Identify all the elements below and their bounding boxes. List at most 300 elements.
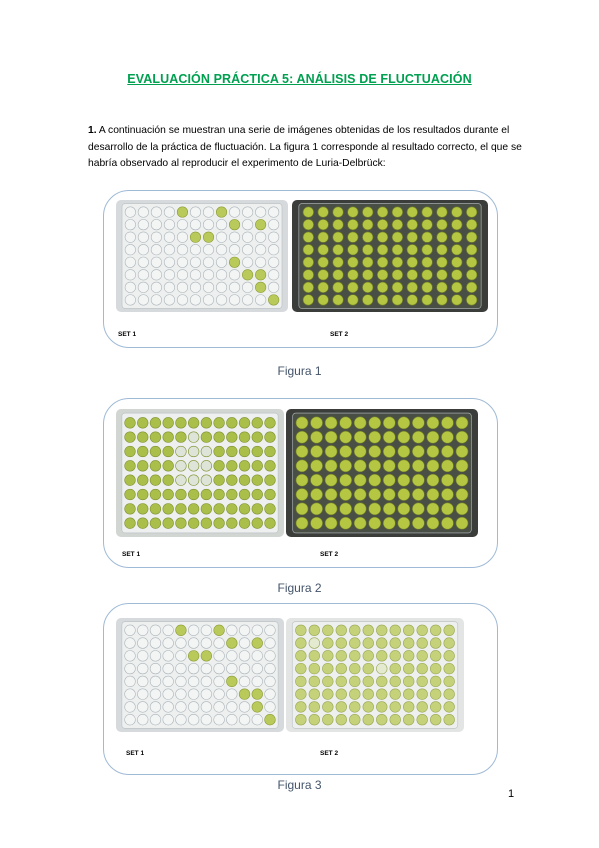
plate-tray	[292, 622, 458, 729]
well	[348, 295, 359, 306]
well	[392, 244, 403, 255]
well	[176, 689, 187, 700]
well	[437, 207, 448, 218]
well	[407, 270, 418, 281]
well	[226, 676, 237, 687]
well	[150, 689, 161, 700]
well	[163, 518, 174, 529]
well	[265, 432, 276, 443]
well	[383, 503, 395, 515]
well	[444, 625, 455, 636]
well	[252, 417, 263, 428]
well	[125, 446, 136, 457]
well	[444, 676, 455, 687]
well	[383, 488, 395, 500]
well	[441, 503, 453, 515]
page-title: EVALUACIÓN PRÁCTICA 5: ANÁLISIS DE FLUCTUACIÓN	[127, 72, 472, 86]
well	[322, 676, 333, 687]
figure-1-set2-plate	[292, 200, 488, 312]
well	[226, 689, 237, 700]
well	[176, 676, 187, 687]
well	[151, 232, 162, 243]
well	[325, 460, 337, 472]
well	[466, 295, 477, 306]
well	[369, 503, 381, 515]
well	[229, 232, 240, 243]
plate-tray	[293, 413, 472, 533]
well	[137, 638, 148, 649]
well	[214, 518, 225, 529]
well	[138, 282, 149, 293]
well	[417, 689, 428, 700]
well	[377, 207, 388, 218]
well	[437, 282, 448, 293]
well	[295, 714, 306, 725]
well	[214, 625, 225, 636]
well	[303, 219, 314, 230]
well	[239, 676, 250, 687]
well	[466, 219, 477, 230]
well	[296, 431, 308, 443]
well	[201, 432, 212, 443]
well	[214, 638, 225, 649]
well	[138, 219, 149, 230]
well	[137, 689, 148, 700]
plate-tray	[299, 204, 481, 309]
well	[362, 295, 373, 306]
well	[376, 650, 387, 661]
well	[377, 282, 388, 293]
well	[369, 460, 381, 472]
well	[226, 503, 237, 514]
well	[417, 676, 428, 687]
well	[398, 488, 410, 500]
well	[362, 232, 373, 243]
well	[456, 488, 468, 500]
well	[125, 244, 136, 255]
well	[138, 207, 149, 218]
figure-1-set2-label: SET 2	[330, 331, 349, 338]
well	[137, 676, 148, 687]
well	[296, 503, 308, 515]
well	[349, 676, 360, 687]
well	[164, 219, 175, 230]
well	[177, 219, 188, 230]
figure-3-set1-label: SET 1	[126, 750, 145, 757]
well	[265, 651, 276, 662]
well	[265, 625, 276, 636]
well	[177, 244, 188, 255]
well	[201, 518, 212, 529]
well	[137, 702, 148, 713]
well	[398, 431, 410, 443]
well	[137, 417, 148, 428]
well	[392, 232, 403, 243]
well	[295, 676, 306, 687]
well	[226, 714, 237, 725]
well-plate	[116, 200, 288, 312]
well	[265, 638, 276, 649]
well	[392, 257, 403, 268]
figure-2-set2-label: SET 2	[320, 551, 339, 558]
well	[376, 689, 387, 700]
well	[412, 517, 424, 529]
well	[229, 244, 240, 255]
well	[422, 282, 433, 293]
well	[390, 714, 401, 725]
well	[383, 460, 395, 472]
figure-1-caption: Figura 1	[277, 364, 322, 378]
well	[268, 219, 279, 230]
well	[163, 446, 174, 457]
well	[125, 676, 136, 687]
well	[392, 295, 403, 306]
well	[190, 232, 201, 243]
well	[303, 295, 314, 306]
well	[150, 651, 161, 662]
well	[333, 219, 344, 230]
well	[369, 445, 381, 457]
well	[369, 431, 381, 443]
well	[252, 446, 263, 457]
well	[390, 663, 401, 674]
well	[348, 244, 359, 255]
well	[163, 714, 174, 725]
well	[441, 488, 453, 500]
well	[150, 446, 161, 457]
well	[137, 714, 148, 725]
well	[398, 503, 410, 515]
well	[203, 232, 214, 243]
well	[150, 417, 161, 428]
well	[226, 460, 237, 471]
well	[226, 432, 237, 443]
well	[176, 460, 187, 471]
well	[363, 714, 374, 725]
well	[466, 244, 477, 255]
well	[403, 663, 414, 674]
well	[390, 702, 401, 713]
well	[430, 650, 441, 661]
well	[137, 489, 148, 500]
well	[348, 219, 359, 230]
well	[311, 474, 323, 486]
well	[177, 295, 188, 306]
well	[422, 270, 433, 281]
figure-2-set1-label: SET 1	[122, 551, 141, 558]
well	[369, 488, 381, 500]
well	[437, 257, 448, 268]
well	[412, 503, 424, 515]
well	[333, 244, 344, 255]
well	[430, 638, 441, 649]
well	[403, 676, 414, 687]
well	[336, 625, 347, 636]
well	[214, 475, 225, 486]
well	[417, 663, 428, 674]
well	[369, 417, 381, 429]
well	[125, 475, 136, 486]
well	[201, 417, 212, 428]
well	[216, 244, 227, 255]
well	[403, 625, 414, 636]
well	[322, 663, 333, 674]
plate-tray	[122, 622, 278, 729]
well	[201, 663, 212, 674]
well	[452, 295, 463, 306]
well	[430, 676, 441, 687]
well	[190, 244, 201, 255]
well	[268, 232, 279, 243]
well	[252, 518, 263, 529]
well	[362, 270, 373, 281]
well	[377, 219, 388, 230]
well	[188, 518, 199, 529]
well	[188, 489, 199, 500]
well	[265, 702, 276, 713]
well	[239, 702, 250, 713]
well	[226, 446, 237, 457]
well	[309, 714, 320, 725]
well	[239, 417, 250, 428]
well	[226, 663, 237, 674]
well	[229, 295, 240, 306]
well	[412, 431, 424, 443]
well	[363, 650, 374, 661]
well	[325, 417, 337, 429]
well	[242, 219, 253, 230]
figure-3-caption: Figura 3	[277, 778, 322, 792]
well	[403, 714, 414, 725]
well	[214, 460, 225, 471]
well	[242, 282, 253, 293]
well	[201, 475, 212, 486]
well	[176, 663, 187, 674]
well	[311, 517, 323, 529]
well	[176, 417, 187, 428]
well	[226, 651, 237, 662]
well	[164, 257, 175, 268]
well	[333, 270, 344, 281]
well	[239, 689, 250, 700]
plate-tray	[122, 413, 278, 533]
well	[268, 295, 279, 306]
well	[377, 257, 388, 268]
well	[188, 417, 199, 428]
well	[377, 270, 388, 281]
well	[333, 295, 344, 306]
well	[333, 257, 344, 268]
well	[456, 503, 468, 515]
well	[201, 625, 212, 636]
well	[164, 207, 175, 218]
well	[456, 445, 468, 457]
well	[303, 257, 314, 268]
well	[403, 650, 414, 661]
well	[216, 219, 227, 230]
well	[437, 219, 448, 230]
well	[349, 663, 360, 674]
well-plate	[116, 409, 284, 537]
well	[325, 503, 337, 515]
well	[203, 270, 214, 281]
well	[252, 460, 263, 471]
well	[137, 432, 148, 443]
well	[407, 282, 418, 293]
well	[303, 244, 314, 255]
well	[201, 489, 212, 500]
well	[325, 517, 337, 529]
well	[242, 295, 253, 306]
well	[188, 663, 199, 674]
well	[383, 474, 395, 486]
well	[252, 489, 263, 500]
well	[362, 207, 373, 218]
well	[441, 417, 453, 429]
well	[354, 460, 366, 472]
well	[125, 257, 136, 268]
well	[427, 417, 439, 429]
well	[176, 489, 187, 500]
well	[214, 446, 225, 457]
well	[138, 270, 149, 281]
well	[125, 489, 136, 500]
well	[303, 270, 314, 281]
well	[417, 625, 428, 636]
well	[452, 244, 463, 255]
well	[322, 625, 333, 636]
well	[340, 417, 352, 429]
well	[322, 638, 333, 649]
well	[188, 651, 199, 662]
well	[125, 432, 136, 443]
well	[417, 638, 428, 649]
well	[138, 257, 149, 268]
well	[318, 207, 329, 218]
well	[349, 638, 360, 649]
well	[354, 431, 366, 443]
well-plate	[116, 618, 284, 732]
well	[252, 625, 263, 636]
well	[239, 475, 250, 486]
well	[203, 257, 214, 268]
well	[296, 517, 308, 529]
well	[403, 702, 414, 713]
well	[363, 676, 374, 687]
well	[229, 282, 240, 293]
well	[201, 446, 212, 457]
well	[417, 714, 428, 725]
well	[362, 257, 373, 268]
well	[369, 517, 381, 529]
well	[452, 270, 463, 281]
well	[376, 702, 387, 713]
well	[163, 638, 174, 649]
well	[444, 663, 455, 674]
well	[430, 689, 441, 700]
well	[427, 517, 439, 529]
well	[325, 474, 337, 486]
well	[201, 460, 212, 471]
well	[177, 257, 188, 268]
well	[188, 638, 199, 649]
well	[201, 638, 212, 649]
well	[295, 702, 306, 713]
well	[303, 207, 314, 218]
well	[188, 702, 199, 713]
well	[376, 676, 387, 687]
well	[242, 244, 253, 255]
well	[163, 663, 174, 674]
well	[255, 232, 266, 243]
well	[176, 651, 187, 662]
well	[265, 460, 276, 471]
well	[176, 518, 187, 529]
well	[201, 689, 212, 700]
well	[265, 663, 276, 674]
well	[163, 702, 174, 713]
well	[444, 689, 455, 700]
well	[333, 232, 344, 243]
well	[296, 460, 308, 472]
well	[150, 489, 161, 500]
well	[151, 270, 162, 281]
well	[137, 460, 148, 471]
well	[452, 232, 463, 243]
well	[255, 207, 266, 218]
well	[190, 295, 201, 306]
well	[325, 431, 337, 443]
well	[177, 232, 188, 243]
well	[125, 689, 136, 700]
well	[311, 503, 323, 515]
well	[190, 219, 201, 230]
well	[398, 474, 410, 486]
well	[125, 460, 136, 471]
well	[336, 714, 347, 725]
well	[430, 702, 441, 713]
well	[349, 689, 360, 700]
well	[303, 282, 314, 293]
well	[125, 663, 136, 674]
well	[188, 503, 199, 514]
well	[125, 270, 136, 281]
well	[407, 257, 418, 268]
well	[190, 257, 201, 268]
well	[309, 676, 320, 687]
well	[176, 702, 187, 713]
well	[422, 232, 433, 243]
well	[412, 417, 424, 429]
well	[322, 702, 333, 713]
well	[265, 503, 276, 514]
well	[340, 474, 352, 486]
well	[340, 431, 352, 443]
well	[150, 475, 161, 486]
well	[252, 702, 263, 713]
well	[336, 702, 347, 713]
well	[226, 638, 237, 649]
well	[392, 219, 403, 230]
figure-1-set1-label: SET 1	[118, 331, 137, 338]
well	[150, 518, 161, 529]
well	[125, 503, 136, 514]
well	[265, 689, 276, 700]
well	[188, 446, 199, 457]
well	[427, 431, 439, 443]
well	[309, 650, 320, 661]
well	[325, 488, 337, 500]
